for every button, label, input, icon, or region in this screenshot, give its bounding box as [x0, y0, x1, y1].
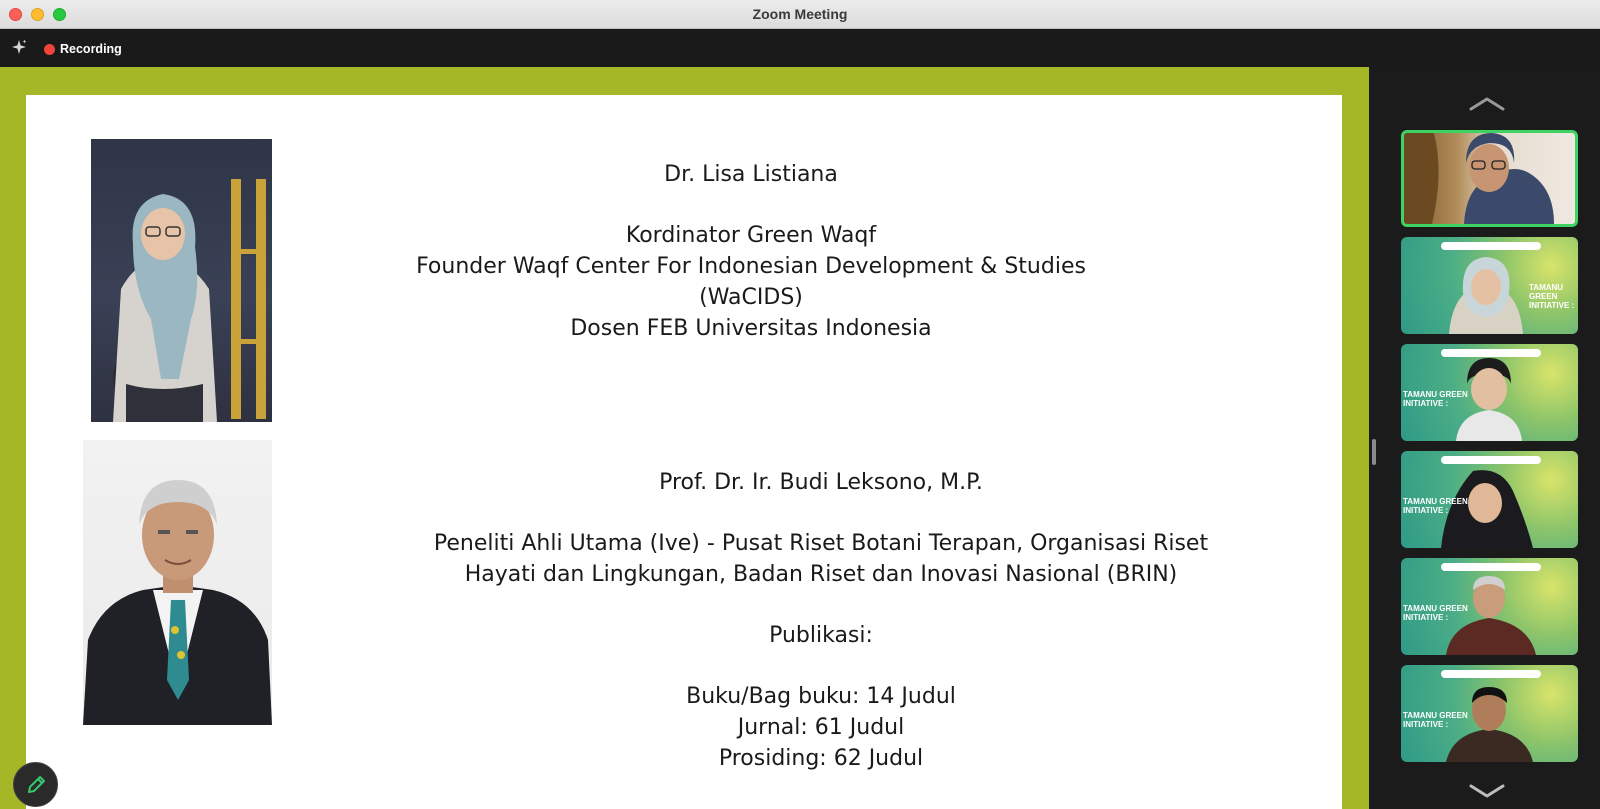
chevron-up-icon[interactable]: [1467, 94, 1507, 114]
chevron-down-icon[interactable]: [1467, 781, 1507, 801]
speaker1-info: [346, 159, 1156, 344]
window-title: Zoom Meeting: [752, 6, 848, 22]
speaker2-name: Prof. Dr. Ir. Budi Leksono, M.P.: [659, 470, 983, 495]
participant-strip: [1369, 67, 1600, 809]
recording-label: Recording: [60, 42, 122, 56]
tile-event-title: TAMANU GREEN INITIATIVE :: [1403, 390, 1468, 408]
recording-dot-icon: [44, 44, 55, 55]
presentation-slide: [26, 95, 1342, 809]
publication-item: Buku/Bag buku: 14 Judul: [686, 684, 956, 709]
resize-handle[interactable]: [1372, 439, 1376, 465]
sparkle-icon[interactable]: [10, 38, 28, 56]
speaker1-line: Founder Waqf Center For Indonesian Development & Studies: [416, 254, 1086, 279]
participant-video-tile[interactable]: [1401, 344, 1578, 441]
speaker2-line: Peneliti Ahli Utama (Ive) - Pusat Riset Botani Terapan, Organisasi Riset: [433, 531, 1209, 556]
tile-event-title: TAMANU GREEN INITIATIVE :: [1403, 604, 1468, 622]
publication-item: Prosiding: 62 Judul: [718, 746, 924, 771]
tile-event-title: TAMANU GREEN INITIATIVE :: [1403, 711, 1468, 729]
participant-video-tile[interactable]: [1401, 558, 1578, 655]
participant-video-tile[interactable]: [1401, 237, 1578, 334]
speaker1-line: Kordinator Green Waqf: [625, 223, 877, 248]
meeting-toolbar: [0, 29, 1600, 67]
annotate-button[interactable]: [13, 762, 58, 807]
tile-event-title: TAMANU GREEN INITIATIVE :: [1403, 497, 1468, 515]
speaker2-info: [346, 467, 1296, 774]
participant-video-tile[interactable]: [1401, 665, 1578, 762]
recording-indicator[interactable]: [44, 40, 122, 58]
speaker1-line: (WaCIDS): [699, 285, 803, 310]
speaker1-name: Dr. Lisa Listiana: [664, 162, 838, 187]
window-title-bar: [0, 0, 1600, 29]
speaker1-line: Dosen FEB Universitas Indonesia: [570, 316, 932, 341]
publications-heading: Publikasi:: [769, 623, 873, 648]
participant-video-tile[interactable]: [1401, 451, 1578, 548]
pencil-icon: [25, 774, 47, 796]
speaker2-photo: [83, 440, 272, 725]
shared-screen: [0, 67, 1369, 809]
speaker1-photo: [91, 139, 272, 422]
tile-event-title: TAMANU GREEN INITIATIVE :: [1529, 283, 1575, 310]
publication-item: Jurnal: 61 Judul: [737, 715, 905, 740]
speaker2-line: Hayati dan Lingkungan, Badan Riset dan Inovasi Nasional (BRIN): [464, 562, 1178, 587]
participant-video-tile[interactable]: [1401, 130, 1578, 227]
